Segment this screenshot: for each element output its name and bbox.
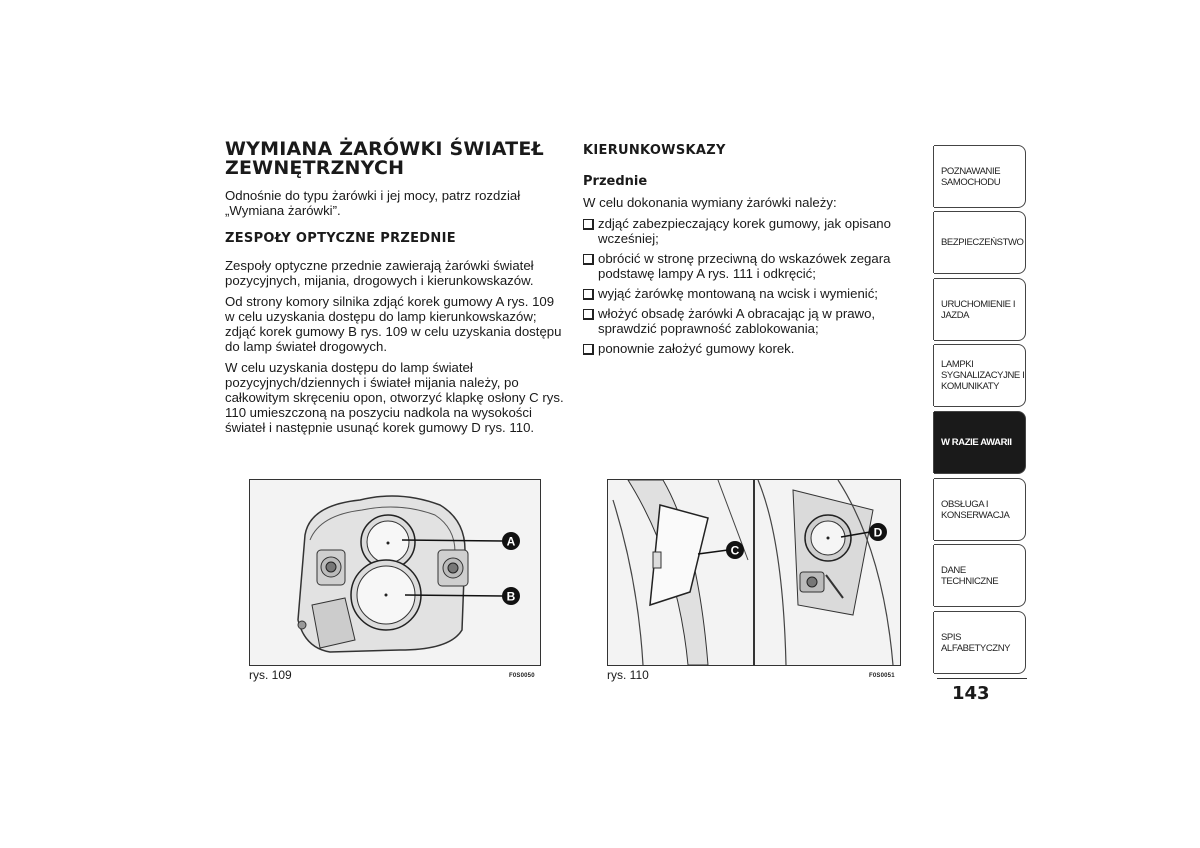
step-text: zdjąć zabezpieczający korek gumowy, jak opisano wcześniej; [598,216,891,246]
tab-label: LAMPKI SYGNALIZACYJNE I KOMUNIKATY [941,359,1025,392]
callout-c-badge [726,541,744,559]
headlamp-illustration [250,480,540,665]
step-item [583,251,913,281]
callout-c-label: C [730,543,740,558]
tab-bezpieczenstwo[interactable] [934,211,1026,274]
paragraph-optical-2: Od strony komory silnika zdjąć korek gumowy A rys. 109 w celu uzyskania dostępu do lamp kierunkowskazów; zdjąć korek gumowy B rys. 109 w celu uzyskania dostępu do lamp świateł drogowych. [225,294,562,354]
steps-intro: W celu dokonania wymiany żarówki należy: [583,195,837,210]
figure-110-caption: rys. 110 [607,668,649,682]
checkbox-icon [583,254,594,265]
page-title-line2: ZEWNĘTRZNYCH [225,157,405,179]
tab-uruchomienie-i-jazda[interactable] [934,278,1026,341]
figure-110-code: F0S0051 [869,673,895,679]
figure-109-headlamp [249,479,541,666]
section-title-indicators: KIERUNKOWSKAZY [583,143,726,158]
tab-poznawanie-samochodu[interactable] [934,145,1026,208]
tab-label: URUCHOMIENIE I JAZDA [941,298,1016,321]
callout-b-badge [502,587,520,605]
checkbox-icon [583,289,594,300]
checkbox-icon [583,309,594,320]
callout-a-badge [502,532,520,550]
page-number: 143 [952,683,990,704]
callout-d-label: D [873,525,883,540]
figure-110-wheel-arch [607,479,901,666]
tab-lampki-sygnalizacyjne[interactable] [934,344,1026,407]
tab-label: SPIS ALFABETYCZNY [941,631,1011,654]
tab-label: W RAZIE AWARII [941,437,1012,448]
figure-109-caption: rys. 109 [249,668,292,682]
step-text: włożyć obsadę żarówki A obracając ją w prawo, sprawdzić poprawność zablokowania; [598,306,876,336]
step-item [583,306,913,336]
page-title-line1: WYMIANA ŻARÓWKI ŚWIATEŁ [225,138,544,160]
subtitle-front: Przednie [583,174,648,189]
tab-label: BEZPIECZEŃSTWO [941,237,1024,248]
step-text: ponownie założyć gumowy korek. [598,341,795,356]
step-item [583,341,913,356]
tab-label: OBSŁUGA I KONSERWACJA [941,498,1010,521]
paragraph-optical-1: Zespoły optyczne przednie zawierają żarówki świateł pozycyjnych, mijania, drogowych i kierunkowskazów. [225,258,534,288]
page-number-rule [937,678,1027,679]
checkbox-icon [583,344,594,355]
tab-label: DANE TECHNICZNE [941,564,999,587]
step-text: obrócić w stronę przeciwną do wskazówek zegara podstawę lampy A rys. 111 i odkręcić; [598,251,891,281]
section-title-optical: ZESPOŁY OPTYCZNE PRZEDNIE [225,231,456,246]
steps-list [583,216,913,356]
checkbox-icon [583,219,594,230]
paragraph-optical-3: W celu uzyskania dostępu do lamp świateł pozycyjnych/dziennych i świateł mijania należy, po całkowitym skręceniu opon, otworzyć klapkę osłony C rys. 110 umieszczoną na poszyciu nadkola na wysokości świateł i następnie usunąć korek gumowy D rys. 110. [225,360,564,435]
step-item [583,216,913,246]
page-title [225,140,565,178]
tab-spis-alfabetyczny[interactable] [934,611,1026,674]
tab-w-razie-awarii[interactable] [934,411,1026,474]
tab-label: POZNAWANIE SAMOCHODU [941,165,1001,188]
middle-column [583,140,913,361]
callout-b-label: B [506,589,516,604]
callout-a-label: A [506,534,516,549]
figure-109-code: F0S0050 [509,673,535,679]
step-text: wyjąć żarówkę montowaną na wcisk i wymienić; [598,286,878,301]
step-item [583,286,913,301]
tab-dane-techniczne[interactable] [934,544,1026,607]
callout-d-badge [869,523,887,541]
tab-obsluga-i-konserwacja[interactable] [934,478,1026,541]
left-column [225,140,565,441]
intro-paragraph: Odnośnie do typu żarówki i jej mocy, patrz rozdział „Wymiana żarówki”. [225,188,521,218]
wheel-arch-illustration [608,480,900,665]
